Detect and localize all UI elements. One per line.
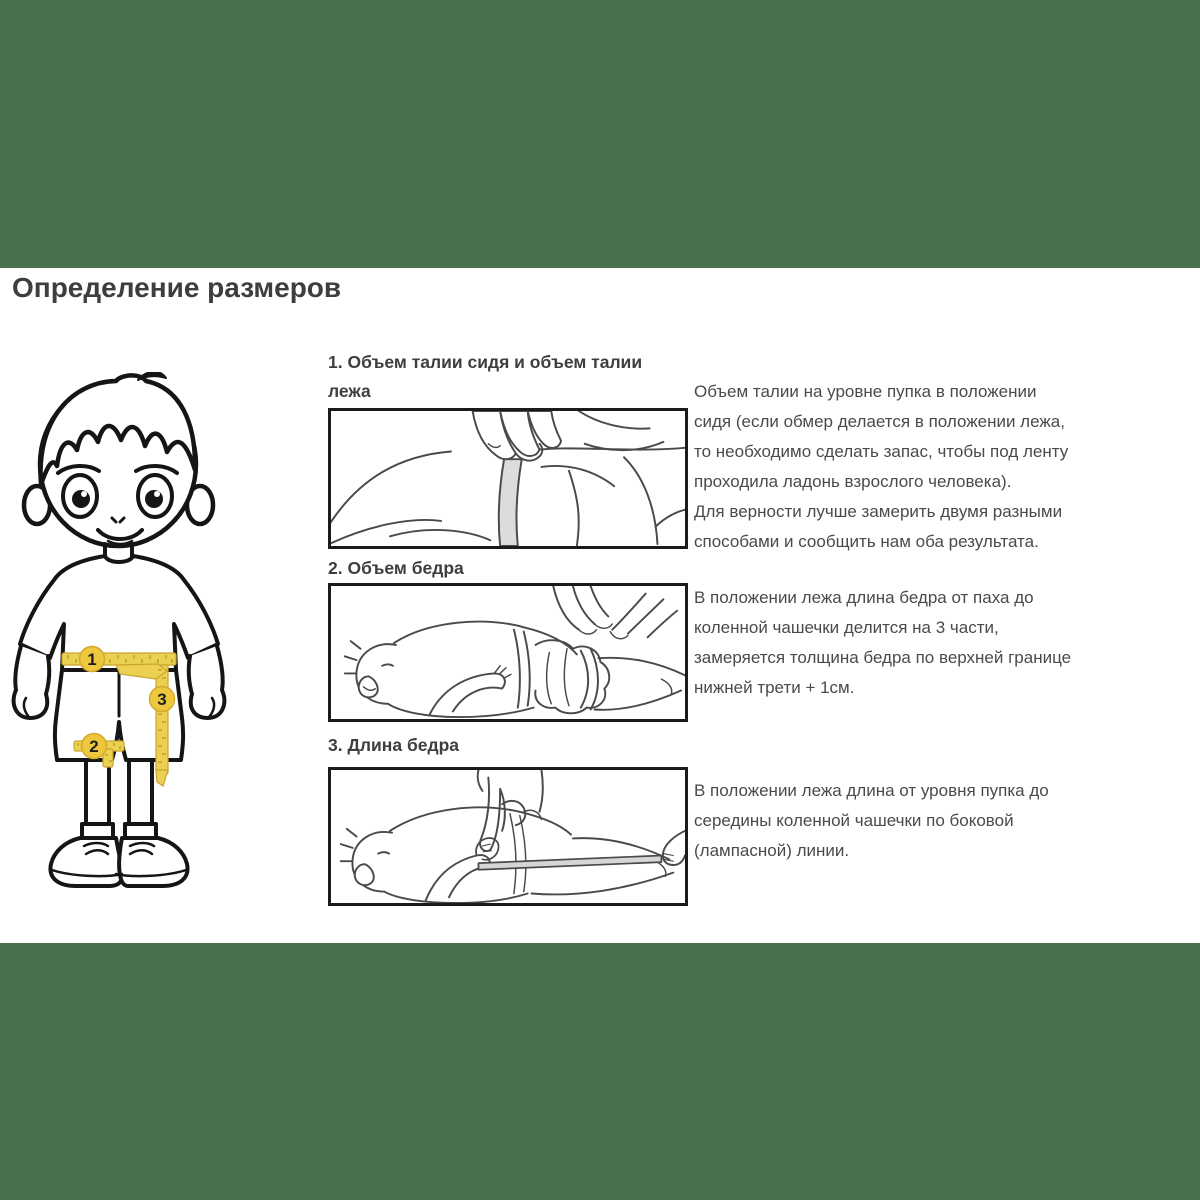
section-1-illustration-box xyxy=(328,408,688,549)
section-1-heading xyxy=(328,348,678,406)
heading-line: 1. Объем талии сидя и объем талии xyxy=(328,352,643,372)
text-line: (лампасной) линии. xyxy=(694,841,850,860)
waist-tape-illustration xyxy=(331,411,685,546)
page-title: Определение размеров xyxy=(12,272,342,303)
heading-line: лежа xyxy=(328,381,371,401)
text-line: В положении лежа длина бедра от паха до xyxy=(694,588,1034,607)
heading-line: 2. Объем бедра xyxy=(328,558,464,578)
text-line: способами и сообщить нам оба результата. xyxy=(694,532,1039,551)
text-line: коленной чашечки делится на 3 части, xyxy=(694,618,999,637)
text-line: то необходимо сделать запас, чтобы под ленту xyxy=(694,442,1069,461)
section-2-text xyxy=(694,583,1184,703)
text-line: В положении лежа длина от уровня пупка до xyxy=(694,781,1049,800)
text-line: Объем талии на уровне пупка в положении xyxy=(694,382,1037,401)
section-3-heading xyxy=(328,731,678,760)
section-1-text xyxy=(694,377,1184,557)
boy-figure-illustration xyxy=(10,372,310,892)
text-line: проходила ладонь взрослого человека). xyxy=(694,472,1012,491)
section-2-illustration-box xyxy=(328,583,688,722)
boy-measurement-figure xyxy=(10,372,310,892)
text-line: Для верности лучше замерить двумя разными xyxy=(694,502,1063,521)
section-2-heading xyxy=(328,554,678,583)
section-3-illustration-box xyxy=(328,767,688,906)
marker-1-label: 1 xyxy=(87,650,97,669)
hand-holding-tape xyxy=(473,411,561,461)
marker-2-label: 2 xyxy=(89,737,99,756)
text-line: нижней трети + 1см. xyxy=(694,678,855,697)
thigh-circumference-illustration xyxy=(331,586,685,719)
text-line: замеряется толщина бедра по верхней границе xyxy=(694,648,1072,667)
text-line: сидя (если обмер делается в положении лежа, xyxy=(694,412,1065,431)
thigh-length-illustration xyxy=(331,770,685,903)
section-3-text xyxy=(694,776,1184,866)
heading-line: 3. Длина бедра xyxy=(328,735,460,755)
marker-3-label: 3 xyxy=(157,690,167,709)
text-line: середины коленной чашечки по боковой xyxy=(694,811,1014,830)
